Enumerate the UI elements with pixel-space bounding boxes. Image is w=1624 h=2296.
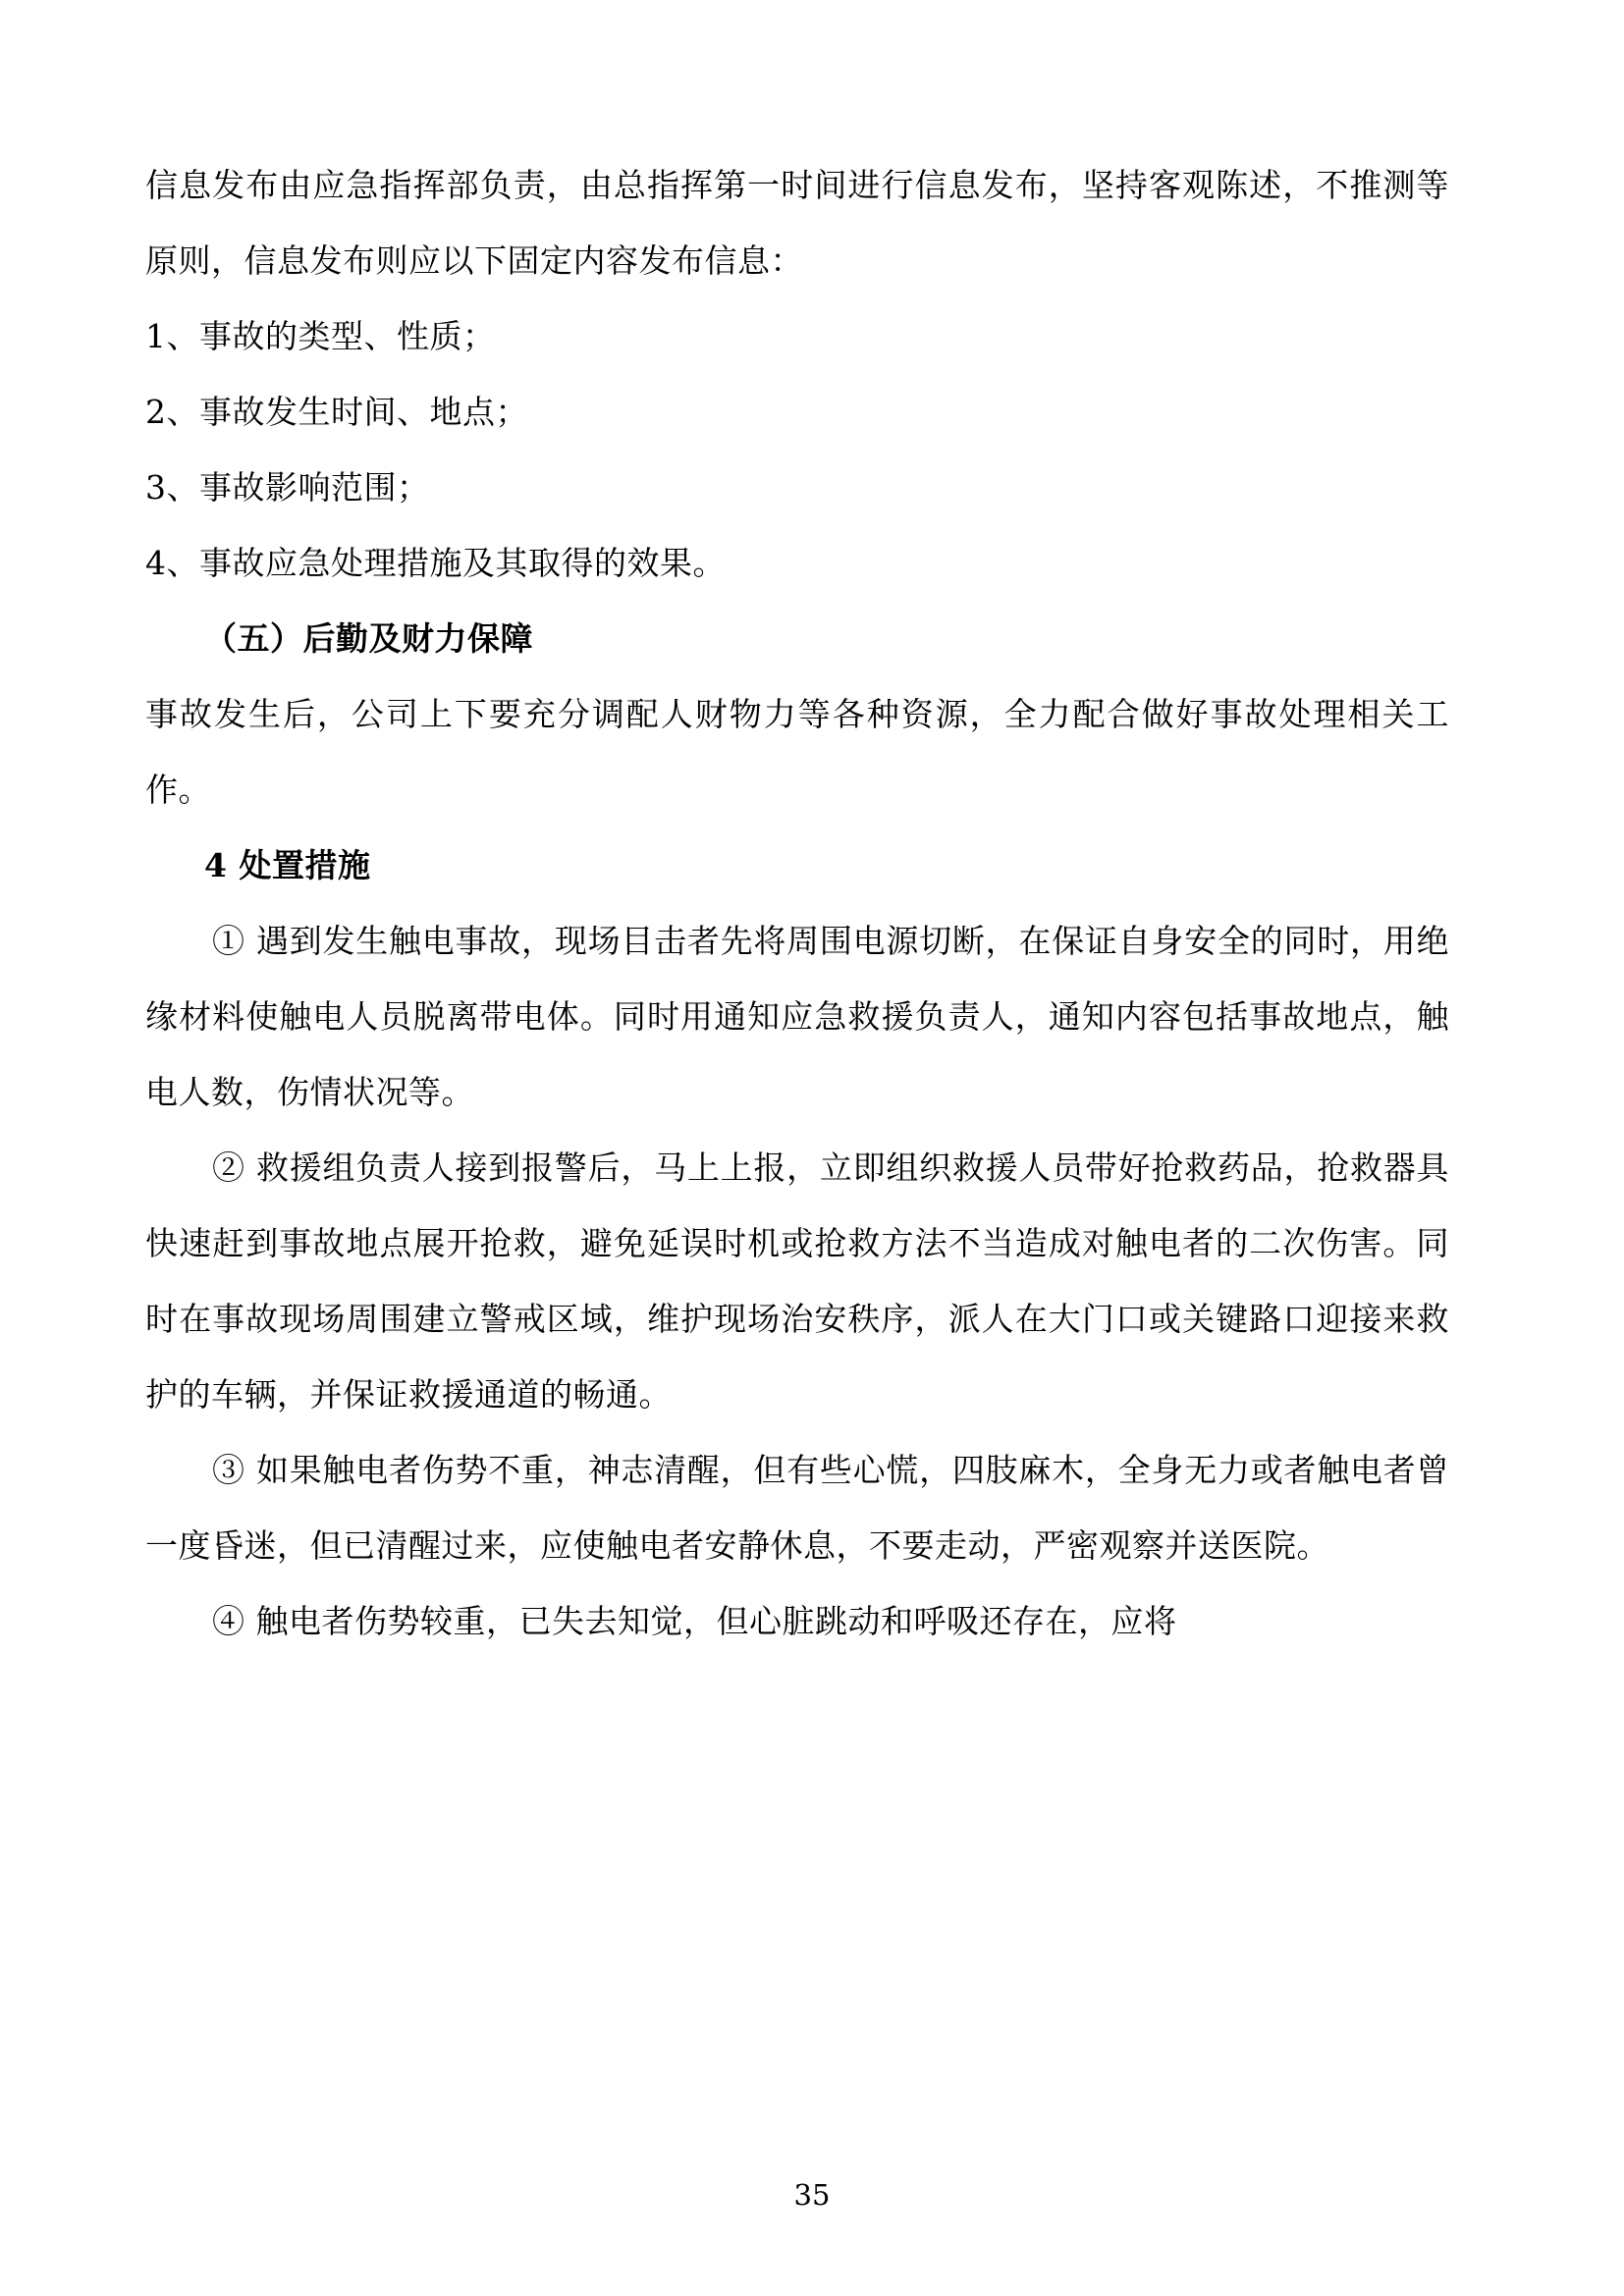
measure-item-2: ② 救援组负责人接到报警后，马上上报，立即组织救援人员带好抢救药品，抢救器具快速赶到事故地点展开抢救，避免延误时机或抢救方法不当造成对触电者的二次伤害。同时在事故现场周围建立警戒区域，维护现场治安秩序，派人在大门口或关键路口迎接来救护的车辆，并保证救援通道的畅通。 bbox=[145, 1148, 1449, 1414]
measure-item-4: ④ 触电者伤势较重，已失去知觉，但心脏跳动和呼吸还存在，应将 bbox=[212, 1602, 1177, 1640]
measure-item-3: ③ 如果触电者伤势不重，神志清醒，但有些心慌，四肢麻木，全身无力或者触电者曾一度昏迷，但已清醒过来，应使触电者安静休息，不要走动，严密观察并送医院。 bbox=[145, 1451, 1449, 1565]
measure-item-1: ① 遇到发生触电事故，现场目击者先将周围电源切断，在保证自身安全的同时，用绝缘材料使触电人员脱离带电体。同时用通知应急救援负责人，通知内容包括事故地点，触电人数，伤情状况等。 bbox=[145, 922, 1449, 1111]
list-item-1: 1、事故的类型、性质； bbox=[145, 317, 496, 355]
list-item-3: 3、事故影响范围； bbox=[145, 468, 430, 507]
page-number: 35 bbox=[793, 2178, 831, 2212]
list-item-2: 2、事故发生时间、地点； bbox=[145, 393, 528, 431]
section-4-heading: 4 处置措施 bbox=[204, 846, 371, 884]
logistics-paragraph: 事故发生后，公司上下要充分调配人财物力等各种资源，全力配合做好事故处理相关工作。 bbox=[145, 695, 1449, 809]
list-item-4: 4、事故应急处理措施及其取得的效果。 bbox=[145, 544, 726, 582]
intro-paragraph: 信息发布由应急指挥部负责，由总指挥第一时间进行信息发布，坚持客观陈述，不推测等原则，信息发布则应以下固定内容发布信息： bbox=[145, 166, 1449, 280]
section-five-heading: （五）后勤及财力保障 bbox=[204, 619, 533, 658]
